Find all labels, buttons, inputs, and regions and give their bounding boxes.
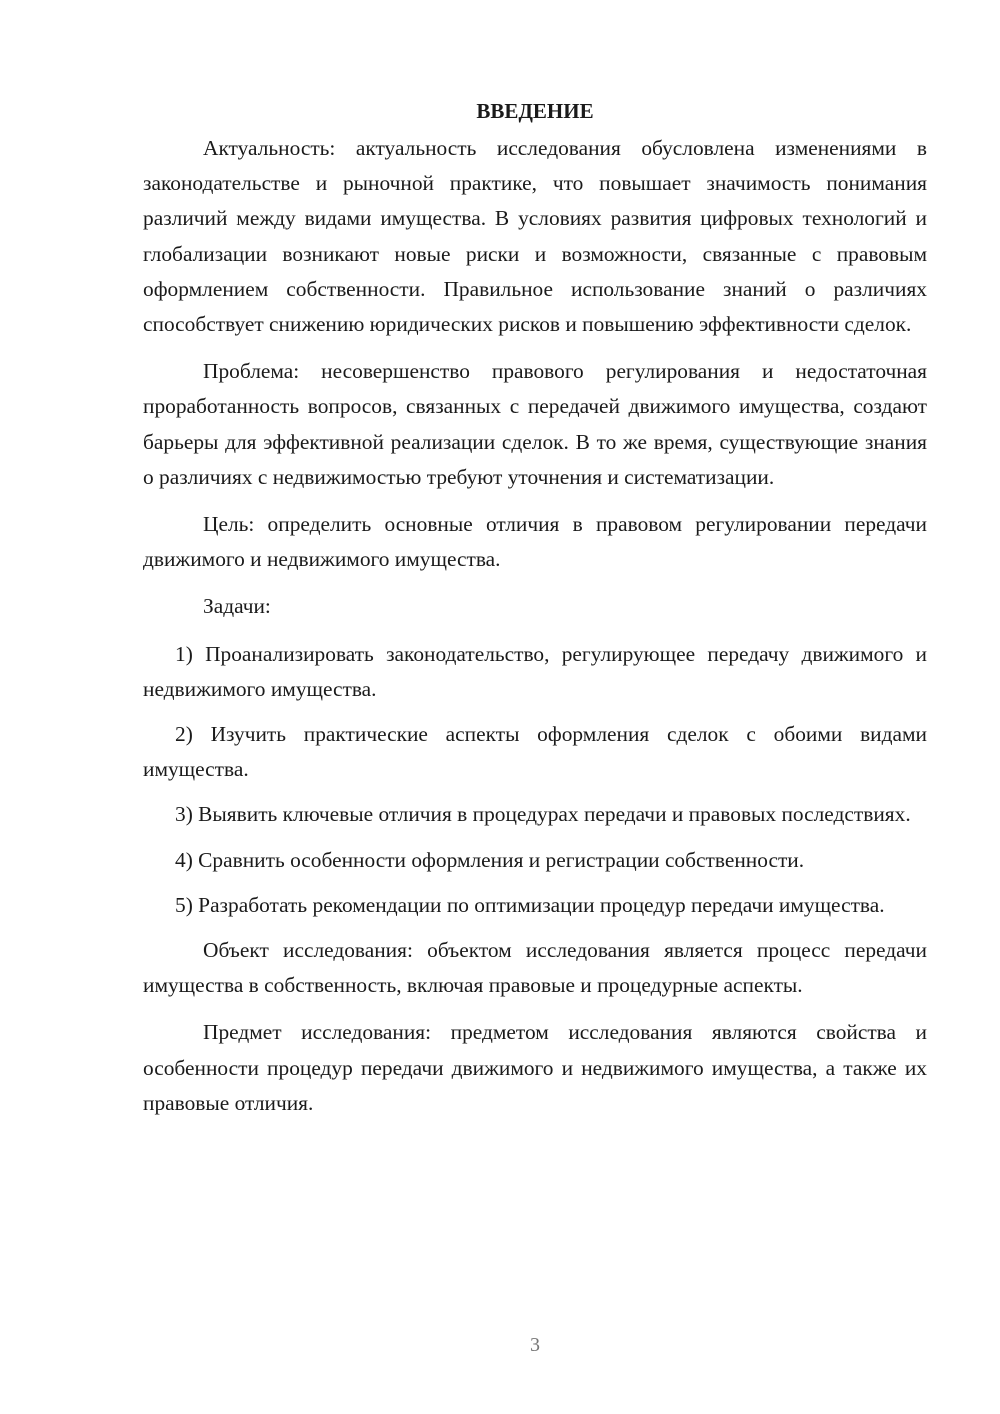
- task-item: 1) Проанализировать законодательство, регулирующее передачу движимого и недвижимого имущества.: [143, 641, 927, 701]
- object-paragraph: Объект исследования: объектом исследования является процесс передачи имущества в собственность, включая правовые и процедурные аспекты.: [143, 938, 927, 998]
- task-item: 5) Разработать рекомендации по оптимизации процедур передачи имущества.: [175, 892, 885, 917]
- task-item: 2) Изучить практические аспекты оформления сделок с обоими видами имущества.: [143, 722, 927, 782]
- document-body: [143, 93, 927, 1133]
- tasks-label: Задачи:: [203, 594, 271, 619]
- section-heading: ВВЕДЕНИЕ: [476, 99, 594, 123]
- goal-paragraph: Цель: определить основные отличия в правовом регулировании передачи движимого и недвижимого имущества.: [143, 512, 927, 572]
- problem-paragraph: Проблема: несовершенство правового регулирования и недостаточная проработанность вопросов, связанных с передачей движимого имущества, создают барьеры для эффективной реализации сделок. В то же время, существующие знания о различиях с недвижимостью требуют уточнения и систематизации.: [143, 359, 927, 489]
- page-number: 3: [530, 1334, 540, 1356]
- tasks-list: [143, 637, 927, 923]
- subject-paragraph: Предмет исследования: предметом исследования являются свойства и особенности процедур передачи движимого и недвижимого имущества, а также их правовые отличия.: [143, 1020, 927, 1115]
- relevance-paragraph: Актуальность: актуальность исследования обусловлена изменениями в законодательстве и рыночной практике, что повышает значимость понимания различий между видами имущества. В условиях развития цифровых технологий и глобализации возникают новые риски и возможности, связанные с правовым оформлением собственности. Правильное использование знаний о различиях способствует снижению юридических рисков и повышению эффективности сделок.: [143, 136, 927, 337]
- task-item: 4) Сравнить особенности оформления и регистрации собственности.: [175, 847, 805, 872]
- task-item: 3) Выявить ключевые отличия в процедурах передачи и правовых последствиях.: [175, 802, 911, 827]
